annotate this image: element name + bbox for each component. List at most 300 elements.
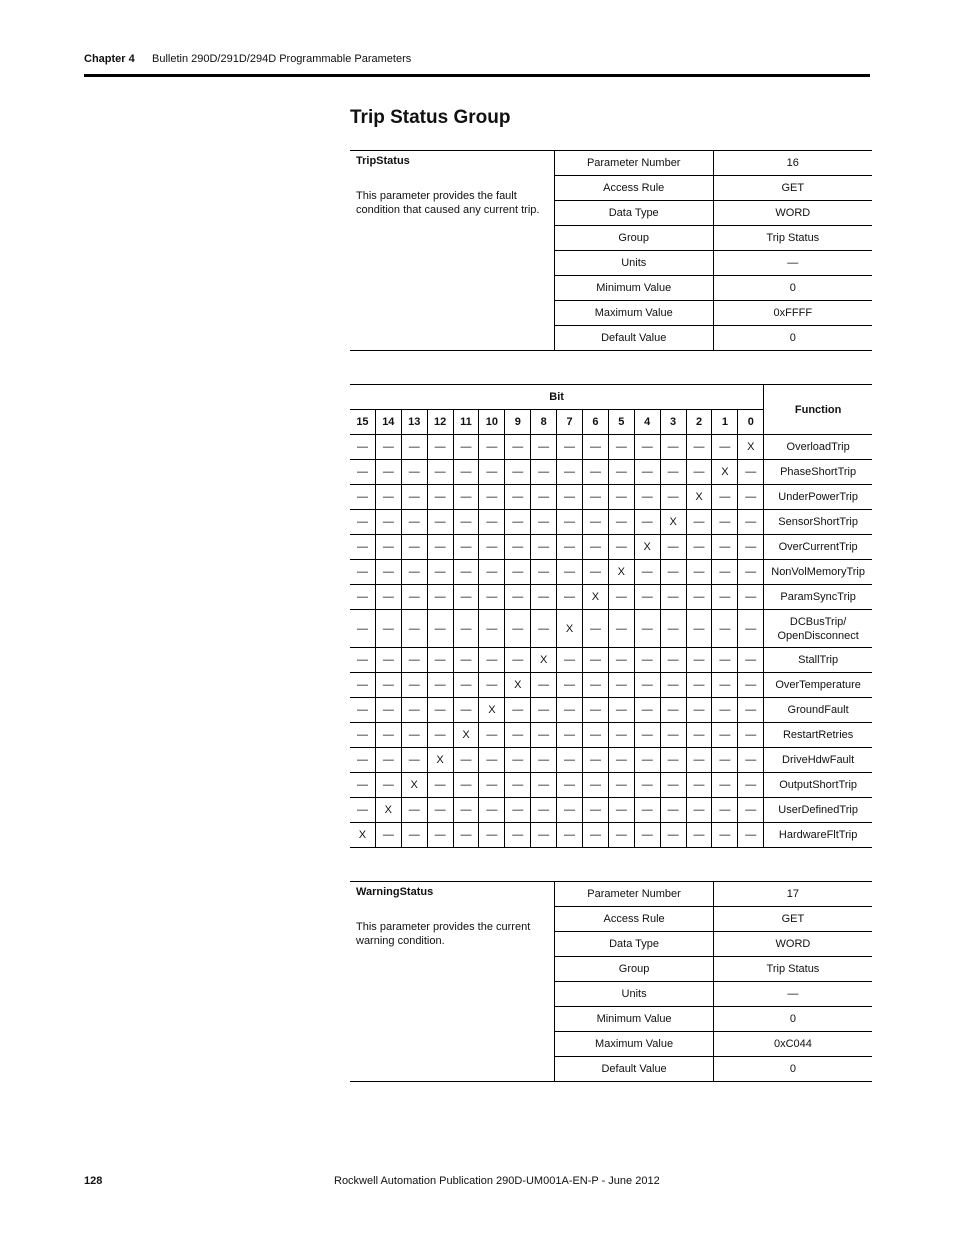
bit-clear-mark: —: [660, 648, 686, 673]
bit-clear-mark: —: [738, 560, 764, 585]
bit-clear-mark: —: [375, 485, 401, 510]
bit-number-header: 4: [634, 410, 660, 435]
bit-clear-mark: —: [350, 698, 375, 723]
attribute-name: Units: [555, 982, 714, 1007]
bit-clear-mark: —: [634, 773, 660, 798]
bit-clear-mark: —: [557, 460, 583, 485]
bit-clear-mark: —: [531, 823, 557, 848]
bit-clear-mark: —: [686, 823, 712, 848]
bit-clear-mark: —: [686, 460, 712, 485]
bit-clear-mark: —: [686, 748, 712, 773]
bit-clear-mark: —: [557, 723, 583, 748]
bit-set-mark: X: [427, 748, 453, 773]
bit-function-name: StallTrip: [764, 648, 872, 673]
bit-row: [350, 610, 872, 648]
bit-clear-mark: —: [401, 435, 427, 460]
bit-clear-mark: —: [427, 585, 453, 610]
bit-set-mark: X: [505, 673, 531, 698]
bit-set-mark: X: [660, 510, 686, 535]
attribute-name: Group: [555, 957, 714, 982]
header-rule: [84, 74, 870, 77]
attribute-name: Group: [554, 226, 713, 251]
bit-clear-mark: —: [427, 698, 453, 723]
bit-clear-mark: —: [608, 723, 634, 748]
bit-clear-mark: —: [738, 585, 764, 610]
bit-function-name: RestartRetries: [764, 723, 872, 748]
bit-clear-mark: —: [557, 748, 583, 773]
bit-clear-mark: —: [401, 560, 427, 585]
bit-clear-mark: —: [686, 773, 712, 798]
bit-clear-mark: —: [583, 435, 609, 460]
bit-clear-mark: —: [453, 823, 479, 848]
bit-clear-mark: —: [557, 560, 583, 585]
attribute-value: —: [713, 251, 872, 276]
bit-number-header: 1: [712, 410, 738, 435]
bit-clear-mark: —: [660, 698, 686, 723]
attribute-name: Units: [554, 251, 713, 276]
attribute-name: Default Value: [554, 326, 713, 351]
chapter-label: Chapter 4: [84, 53, 135, 65]
bit-clear-mark: —: [505, 748, 531, 773]
bit-clear-mark: —: [660, 435, 686, 460]
bit-function-name: ParamSyncTrip: [764, 585, 872, 610]
bit-row: [350, 460, 872, 485]
bit-function-name: OverTemperature: [764, 673, 872, 698]
bit-set-mark: X: [608, 560, 634, 585]
bit-clear-mark: —: [479, 773, 505, 798]
bit-clear-mark: —: [583, 823, 609, 848]
bit-clear-mark: —: [712, 773, 738, 798]
bit-clear-mark: —: [634, 460, 660, 485]
bit-row: [350, 510, 872, 535]
bit-number-header: 3: [660, 410, 686, 435]
attribute-name: Minimum Value: [555, 1007, 714, 1032]
bit-clear-mark: —: [712, 823, 738, 848]
bit-clear-mark: —: [350, 773, 375, 798]
bit-row: [350, 798, 872, 823]
bit-clear-mark: —: [608, 823, 634, 848]
bit-clear-mark: —: [634, 560, 660, 585]
bit-clear-mark: —: [686, 510, 712, 535]
bit-clear-mark: —: [634, 648, 660, 673]
bit-number-header: 15: [350, 410, 375, 435]
bit-clear-mark: —: [453, 435, 479, 460]
bit-clear-mark: —: [738, 673, 764, 698]
bit-clear-mark: —: [479, 823, 505, 848]
bit-clear-mark: —: [583, 610, 609, 648]
bit-clear-mark: —: [634, 823, 660, 848]
bit-clear-mark: —: [350, 748, 375, 773]
bit-function-name: SensorShortTrip: [764, 510, 872, 535]
bit-number-header: 5: [608, 410, 634, 435]
bit-clear-mark: —: [557, 485, 583, 510]
bit-clear-mark: —: [401, 673, 427, 698]
bit-clear-mark: —: [634, 798, 660, 823]
bit-clear-mark: —: [686, 798, 712, 823]
bit-clear-mark: —: [738, 723, 764, 748]
function-header: Function: [764, 385, 872, 435]
attribute-name: Default Value: [555, 1057, 714, 1082]
bit-function-name: OverCurrentTrip: [764, 535, 872, 560]
attribute-value: 0: [713, 1007, 872, 1032]
bit-set-mark: X: [583, 585, 609, 610]
bit-clear-mark: —: [557, 698, 583, 723]
publication-footer: Rockwell Automation Publication 290D-UM001A-EN-P - June 2012: [334, 1175, 660, 1187]
bit-function-name: PhaseShortTrip: [764, 460, 872, 485]
bit-clear-mark: —: [712, 648, 738, 673]
bit-clear-mark: —: [479, 435, 505, 460]
bit-clear-mark: —: [505, 773, 531, 798]
bit-number-header: 11: [453, 410, 479, 435]
bit-clear-mark: —: [401, 698, 427, 723]
bit-clear-mark: —: [453, 673, 479, 698]
attribute-name: Minimum Value: [554, 276, 713, 301]
bit-clear-mark: —: [712, 748, 738, 773]
bit-clear-mark: —: [375, 723, 401, 748]
bit-clear-mark: —: [660, 560, 686, 585]
bit-clear-mark: —: [738, 460, 764, 485]
attribute-value: Trip Status: [713, 226, 872, 251]
bit-clear-mark: —: [634, 435, 660, 460]
bit-clear-mark: —: [583, 535, 609, 560]
bit-clear-mark: —: [505, 798, 531, 823]
attribute-name: Access Rule: [554, 176, 713, 201]
bit-clear-mark: —: [738, 748, 764, 773]
bit-row: [350, 823, 872, 848]
bit-function-name: DCBusTrip/ OpenDisconnect: [764, 610, 872, 648]
bit-clear-mark: —: [660, 535, 686, 560]
bit-clear-mark: —: [350, 723, 375, 748]
bit-clear-mark: —: [531, 460, 557, 485]
bit-clear-mark: —: [712, 585, 738, 610]
bit-set-mark: X: [557, 610, 583, 648]
attribute-value: 17: [713, 882, 872, 907]
bit-clear-mark: —: [557, 823, 583, 848]
bit-clear-mark: —: [350, 435, 375, 460]
bit-clear-mark: —: [738, 648, 764, 673]
bit-clear-mark: —: [350, 485, 375, 510]
attribute-name: Data Type: [555, 932, 714, 957]
bit-clear-mark: —: [401, 460, 427, 485]
bit-clear-mark: —: [583, 485, 609, 510]
bit-clear-mark: —: [634, 723, 660, 748]
bit-clear-mark: —: [427, 773, 453, 798]
bit-clear-mark: —: [531, 798, 557, 823]
bit-clear-mark: —: [427, 510, 453, 535]
bit-clear-mark: —: [686, 723, 712, 748]
bit-clear-mark: —: [608, 435, 634, 460]
bit-set-mark: X: [686, 485, 712, 510]
attribute-name: Maximum Value: [554, 301, 713, 326]
attribute-value: 16: [713, 151, 872, 176]
bit-clear-mark: —: [583, 773, 609, 798]
bit-number-header: 10: [479, 410, 505, 435]
bit-row: [350, 673, 872, 698]
bit-clear-mark: —: [738, 535, 764, 560]
bit-set-mark: X: [401, 773, 427, 798]
bit-clear-mark: —: [583, 798, 609, 823]
bit-set-mark: X: [712, 460, 738, 485]
bit-clear-mark: —: [350, 610, 375, 648]
parameter-description: This parameter provides the current warning condition.: [356, 921, 531, 947]
bit-clear-mark: —: [557, 535, 583, 560]
bit-function-name: HardwareFltTrip: [764, 823, 872, 848]
bit-set-mark: X: [531, 648, 557, 673]
bit-clear-mark: —: [686, 560, 712, 585]
bit-clear-mark: —: [583, 510, 609, 535]
attribute-name: Data Type: [554, 201, 713, 226]
bit-clear-mark: —: [712, 723, 738, 748]
bit-clear-mark: —: [583, 698, 609, 723]
bit-function-name: UserDefinedTrip: [764, 798, 872, 823]
bit-clear-mark: —: [531, 698, 557, 723]
bit-clear-mark: —: [505, 435, 531, 460]
bit-row: [350, 698, 872, 723]
bit-clear-mark: —: [375, 535, 401, 560]
bit-clear-mark: —: [453, 610, 479, 648]
bit-row: [350, 585, 872, 610]
bit-clear-mark: —: [531, 723, 557, 748]
bit-clear-mark: —: [350, 585, 375, 610]
bit-row: [350, 773, 872, 798]
bit-clear-mark: —: [453, 585, 479, 610]
bit-clear-mark: —: [479, 648, 505, 673]
bit-row: [350, 535, 872, 560]
bit-clear-mark: —: [427, 535, 453, 560]
bit-clear-mark: —: [531, 510, 557, 535]
bit-clear-mark: —: [738, 510, 764, 535]
bit-number-header: 14: [375, 410, 401, 435]
bit-clear-mark: —: [505, 698, 531, 723]
bit-clear-mark: —: [660, 823, 686, 848]
bit-clear-mark: —: [375, 748, 401, 773]
bit-clear-mark: —: [350, 460, 375, 485]
bit-clear-mark: —: [453, 748, 479, 773]
bit-clear-mark: —: [634, 698, 660, 723]
bit-clear-mark: —: [427, 823, 453, 848]
bit-row: [350, 435, 872, 460]
bit-clear-mark: —: [738, 798, 764, 823]
bit-function-name: DriveHdwFault: [764, 748, 872, 773]
bit-clear-mark: —: [350, 798, 375, 823]
bit-clear-mark: —: [479, 535, 505, 560]
attribute-value: 0: [713, 276, 872, 301]
bit-clear-mark: —: [401, 723, 427, 748]
bit-clear-mark: —: [712, 485, 738, 510]
bit-clear-mark: —: [738, 610, 764, 648]
attribute-value: 0: [789, 332, 796, 344]
bit-clear-mark: —: [479, 723, 505, 748]
parameter-name: TripStatus: [356, 155, 410, 167]
bit-clear-mark: —: [350, 510, 375, 535]
bit-clear-mark: —: [712, 610, 738, 648]
bit-clear-mark: —: [505, 485, 531, 510]
attribute-name: Maximum Value: [555, 1032, 714, 1057]
bit-clear-mark: —: [583, 673, 609, 698]
section-title: Trip Status Group: [350, 107, 511, 128]
bit-clear-mark: —: [375, 510, 401, 535]
bit-set-mark: X: [350, 823, 375, 848]
bit-number-header: 0: [738, 410, 764, 435]
bit-clear-mark: —: [634, 585, 660, 610]
bit-clear-mark: —: [505, 510, 531, 535]
bit-clear-mark: —: [505, 460, 531, 485]
bit-clear-mark: —: [427, 560, 453, 585]
bit-clear-mark: —: [531, 435, 557, 460]
bit-set-mark: X: [738, 435, 764, 460]
bit-number-header: 7: [557, 410, 583, 435]
bit-clear-mark: —: [375, 673, 401, 698]
attribute-value: GET: [713, 176, 872, 201]
bit-clear-mark: —: [634, 510, 660, 535]
bit-function-name: OutputShortTrip: [764, 773, 872, 798]
bit-clear-mark: —: [557, 773, 583, 798]
bit-clear-mark: —: [608, 535, 634, 560]
bit-clear-mark: —: [557, 510, 583, 535]
bit-clear-mark: —: [686, 698, 712, 723]
bit-clear-mark: —: [608, 585, 634, 610]
bit-clear-mark: —: [557, 798, 583, 823]
bit-clear-mark: —: [686, 435, 712, 460]
bit-clear-mark: —: [479, 485, 505, 510]
bit-clear-mark: —: [479, 585, 505, 610]
bit-clear-mark: —: [608, 610, 634, 648]
bit-clear-mark: —: [427, 648, 453, 673]
bit-clear-mark: —: [453, 773, 479, 798]
bit-clear-mark: —: [401, 748, 427, 773]
bit-clear-mark: —: [427, 673, 453, 698]
attribute-value: WORD: [713, 201, 872, 226]
bit-clear-mark: —: [453, 485, 479, 510]
bit-clear-mark: —: [401, 535, 427, 560]
bit-table-body: [350, 435, 872, 848]
bit-clear-mark: —: [479, 460, 505, 485]
bit-clear-mark: —: [505, 535, 531, 560]
bit-clear-mark: —: [712, 560, 738, 585]
parameter-name: WarningStatus: [356, 886, 434, 898]
bit-clear-mark: —: [712, 435, 738, 460]
bit-clear-mark: —: [375, 823, 401, 848]
bit-clear-mark: —: [505, 723, 531, 748]
bit-clear-mark: —: [738, 773, 764, 798]
bit-clear-mark: —: [608, 773, 634, 798]
bit-clear-mark: —: [660, 585, 686, 610]
bit-clear-mark: —: [712, 673, 738, 698]
bit-row: [350, 648, 872, 673]
bit-clear-mark: —: [608, 748, 634, 773]
bit-clear-mark: —: [531, 610, 557, 648]
bit-header: Bit: [350, 385, 764, 410]
bit-clear-mark: —: [479, 673, 505, 698]
bit-number-header: 13: [401, 410, 427, 435]
bit-function-name: GroundFault: [764, 698, 872, 723]
bit-clear-mark: —: [375, 435, 401, 460]
bit-clear-mark: —: [583, 560, 609, 585]
bit-clear-mark: —: [583, 723, 609, 748]
bit-clear-mark: —: [479, 560, 505, 585]
attribute-name: Access Rule: [555, 907, 714, 932]
bit-clear-mark: —: [453, 648, 479, 673]
bit-clear-mark: —: [531, 585, 557, 610]
attribute-name: Parameter Number: [554, 151, 713, 176]
bit-clear-mark: —: [375, 460, 401, 485]
bit-number-header: 8: [531, 410, 557, 435]
bit-clear-mark: —: [505, 648, 531, 673]
bit-clear-mark: —: [738, 823, 764, 848]
bit-clear-mark: —: [479, 748, 505, 773]
bit-set-mark: X: [453, 723, 479, 748]
bit-number-header: 9: [505, 410, 531, 435]
bit-clear-mark: —: [686, 585, 712, 610]
bit-clear-mark: —: [531, 535, 557, 560]
bit-clear-mark: —: [427, 435, 453, 460]
bit-number-header: 12: [427, 410, 453, 435]
bit-clear-mark: —: [531, 748, 557, 773]
bit-clear-mark: —: [738, 485, 764, 510]
bit-function-name: NonVolMemoryTrip: [764, 560, 872, 585]
bit-clear-mark: —: [401, 485, 427, 510]
bit-clear-mark: —: [608, 698, 634, 723]
bit-clear-mark: —: [505, 610, 531, 648]
bit-clear-mark: —: [557, 435, 583, 460]
parameter-description: This parameter provides the fault condition that caused any current trip.: [356, 190, 540, 216]
bit-set-mark: X: [375, 798, 401, 823]
bit-clear-mark: —: [608, 648, 634, 673]
trip-status-bit-table: [350, 384, 872, 848]
bit-clear-mark: —: [479, 798, 505, 823]
bit-clear-mark: —: [608, 510, 634, 535]
bit-clear-mark: —: [686, 610, 712, 648]
bit-clear-mark: —: [350, 535, 375, 560]
bit-clear-mark: —: [453, 535, 479, 560]
bit-clear-mark: —: [583, 460, 609, 485]
bit-clear-mark: —: [660, 460, 686, 485]
bit-clear-mark: —: [427, 485, 453, 510]
bit-clear-mark: —: [608, 798, 634, 823]
attribute-value: 0xC044: [713, 1032, 872, 1057]
bit-clear-mark: —: [453, 510, 479, 535]
bit-clear-mark: —: [375, 585, 401, 610]
bit-clear-mark: —: [375, 560, 401, 585]
bit-clear-mark: —: [634, 748, 660, 773]
bit-clear-mark: —: [557, 648, 583, 673]
bit-clear-mark: —: [686, 648, 712, 673]
bit-clear-mark: —: [608, 673, 634, 698]
warning-status-description-cell: [350, 882, 555, 1082]
bit-clear-mark: —: [479, 510, 505, 535]
bit-clear-mark: —: [712, 798, 738, 823]
bit-clear-mark: —: [350, 648, 375, 673]
trip-status-parameter-table: [350, 150, 872, 351]
bit-function-name: OverloadTrip: [764, 435, 872, 460]
bit-clear-mark: —: [401, 798, 427, 823]
bit-row: [350, 485, 872, 510]
bit-clear-mark: —: [738, 698, 764, 723]
warning-status-parameter-table: [350, 881, 872, 1082]
page-header: [84, 53, 412, 65]
bit-clear-mark: —: [531, 560, 557, 585]
bit-clear-mark: —: [686, 673, 712, 698]
bit-clear-mark: —: [453, 560, 479, 585]
bit-clear-mark: —: [453, 698, 479, 723]
bit-clear-mark: —: [427, 798, 453, 823]
bit-function-name: UnderPowerTrip: [764, 485, 872, 510]
bit-clear-mark: —: [557, 673, 583, 698]
bit-clear-mark: —: [531, 485, 557, 510]
bit-clear-mark: —: [660, 773, 686, 798]
trip-status-description-cell: [350, 151, 554, 351]
bit-clear-mark: —: [350, 560, 375, 585]
